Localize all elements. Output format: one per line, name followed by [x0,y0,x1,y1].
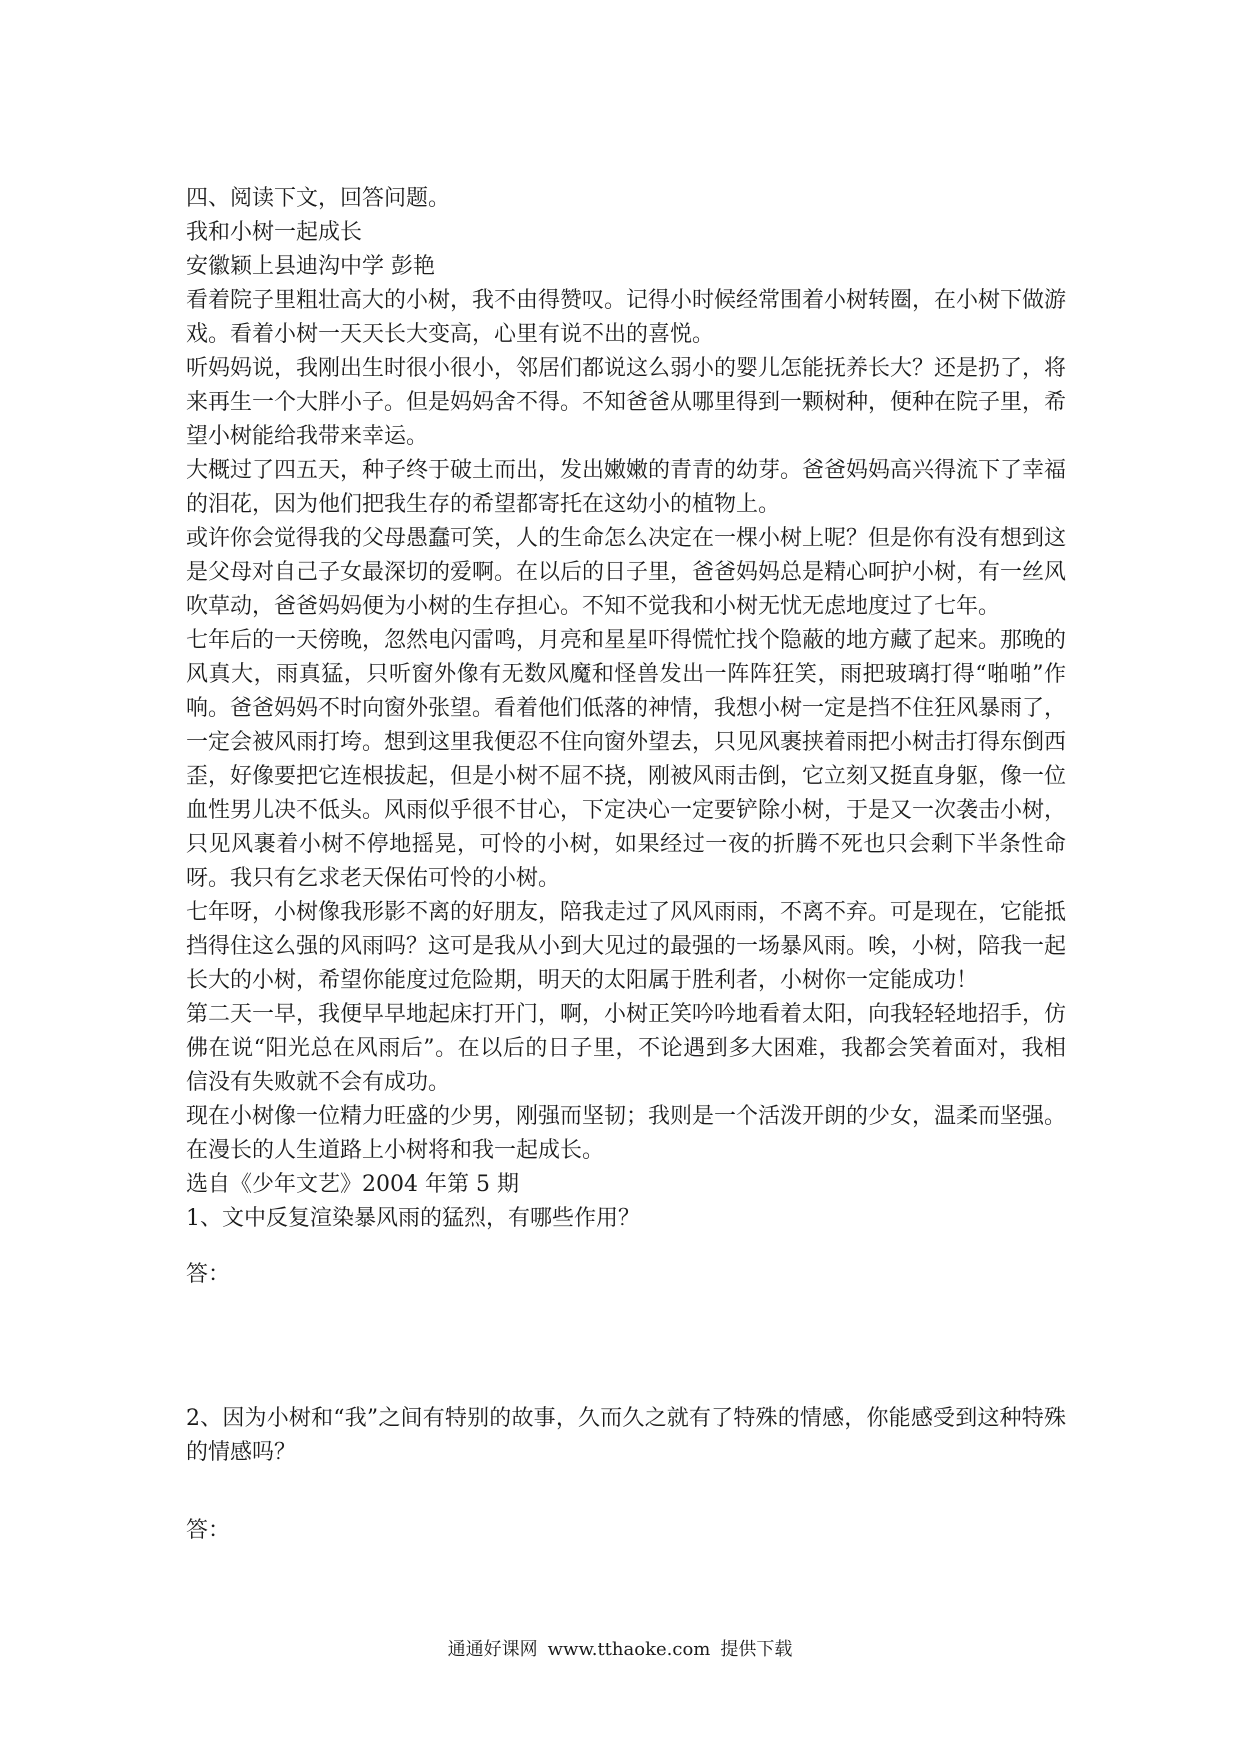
article-source: 选自《少年文艺》2004 年第 5 期 [186,1172,519,1197]
article-author: 安徽颖上县迪沟中学 彭艳 [186,254,435,279]
document-body [186,182,1066,1548]
question-2: 2、因为小树和“我”之间有特别的故事，久而久之就有了特殊的情感，你能感受到这种特殊的情感吗？ [186,1406,1066,1465]
footer-site-name: 通通好课网 [447,1639,538,1660]
question-1: 1、文中反复渲染暴风雨的猛烈，有哪些作用？ [186,1206,640,1231]
article-title: 我和小树一起成长 [186,220,363,245]
footer-note: 提供下载 [720,1639,793,1660]
page-footer [0,1638,1240,1662]
section-heading: 四、阅读下文，回答问题。 [186,186,451,211]
article-paragraph-5: 七年后的一天傍晚，忽然电闪雷鸣，月亮和星星吓得慌忙找个隐蔽的地方藏了起来。那晚的风真大，雨真猛，只听窗外像有无数风魔和怪兽发出一阵阵狂笑，雨把玻璃打得“啪啪”作响。爸爸妈妈不时向窗外张望。看着他们低落的神情，我想小树一定是挡不住狂风暴雨了，一定会被风雨打垮。想到这里我便忍不住向窗外望去，只见风裹挟着雨把小树击打得东倒西歪，好像要把它连根拔起，但是小树不屈不挠，刚被风雨击倒，它立刻又挺直身躯，像一位血性男儿决不低头。风雨似乎很不甘心，下定决心一定要铲除小树，于是又一次袭击小树，只见风裹着小树不停地摇晃，可怜的小树，如果经过一夜的折腾不死也只会剩下半条性命呀。我只有乞求老天保佑可怜的小树。 [186,628,1067,891]
article-paragraph-3: 大概过了四五天，种子终于破土而出，发出嫩嫩的青青的幼芽。爸爸妈妈高兴得流下了幸福的泪花，因为他们把我生存的希望都寄托在这幼小的植物上。 [186,458,1067,517]
article-paragraph-1: 看着院子里粗壮高大的小树，我不由得赞叹。记得小时候经常围着小树转圈，在小树下做游戏。看着小树一天天长大变高，心里有说不出的喜悦。 [186,288,1067,347]
article-paragraph-7: 第二天一早，我便早早地起床打开门，啊，小树正笑吟吟地看着太阳，向我轻轻地招手，仿佛在说“阳光总在风雨后”。在以后的日子里，不论遇到多大困难，我都会笑着面对，我相信没有失败就不会有成功。 [186,1002,1067,1095]
article-paragraph-8: 现在小树像一位精力旺盛的少男，刚强而坚韧；我则是一个活泼开朗的少女，温柔而坚强。在漫长的人生道路上小树将和我一起成长。 [186,1104,1067,1163]
footer-url: www.tthaoke.com [547,1639,711,1660]
question-1-answer-label: 答： [186,1262,231,1287]
article-paragraph-6: 七年呀，小树像我形影不离的好朋友，陪我走过了风风雨雨，不离不弃。可是现在，它能抵挡得住这么强的风雨吗？这可是我从小到大见过的最强的一场暴风雨。唉，小树，陪我一起长大的小树，希望你能度过危险期，明天的太阳属于胜利者，小树你一定能成功！ [186,900,1067,993]
article-paragraph-2: 听妈妈说，我刚出生时很小很小，邻居们都说这么弱小的婴儿怎能抚养长大？还是扔了，将来再生一个大胖小子。但是妈妈舍不得。不知爸爸从哪里得到一颗树种，便种在院子里，希望小树能给我带来幸运。 [186,356,1067,449]
question-2-answer-label: 答： [186,1518,231,1543]
article-paragraph-4: 或许你会觉得我的父母愚蠢可笑，人的生命怎么决定在一棵小树上呢？但是你有没有想到这是父母对自己子女最深切的爱啊。在以后的日子里，爸爸妈妈总是精心呵护小树，有一丝风吹草动，爸爸妈妈便为小树的生存担心。不知不觉我和小树无忧无虑地度过了七年。 [186,526,1067,619]
